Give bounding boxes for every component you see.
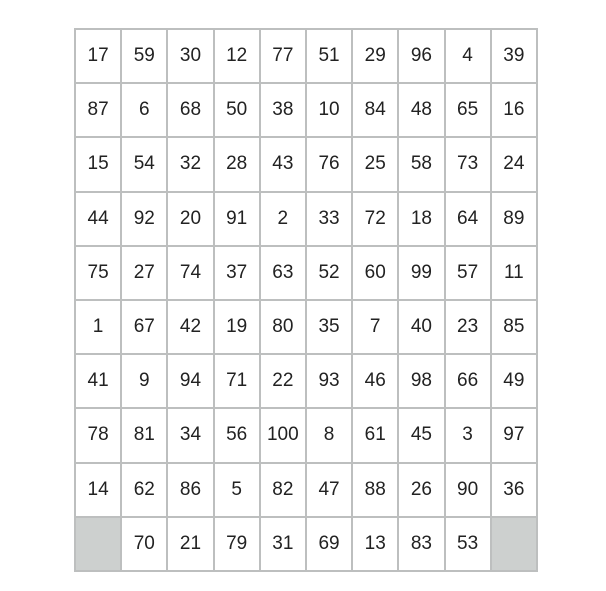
number-cell: 77: [261, 30, 305, 82]
grid-row: [76, 409, 536, 461]
number-cell: 50: [215, 84, 259, 136]
number-cell: 71: [215, 355, 259, 407]
number-cell: 10: [307, 84, 351, 136]
grid-row: [76, 247, 536, 299]
number-cell: 7: [353, 301, 397, 353]
number-cell: 66: [446, 355, 490, 407]
number-cell: 87: [76, 84, 120, 136]
grid-row: [76, 301, 536, 353]
number-cell: 45: [399, 409, 443, 461]
empty-cell: [76, 518, 120, 570]
number-cell: 51: [307, 30, 351, 82]
number-cell: 1: [76, 301, 120, 353]
number-cell: 37: [215, 247, 259, 299]
number-cell: 16: [492, 84, 536, 136]
number-cell: 46: [353, 355, 397, 407]
grid-row: [76, 138, 536, 190]
number-cell: 63: [261, 247, 305, 299]
number-cell: 48: [399, 84, 443, 136]
number-cell: 93: [307, 355, 351, 407]
number-cell: 4: [446, 30, 490, 82]
number-cell: 40: [399, 301, 443, 353]
number-cell: 19: [215, 301, 259, 353]
number-cell: 60: [353, 247, 397, 299]
grid-row: [76, 193, 536, 245]
number-cell: 17: [76, 30, 120, 82]
number-cell: 80: [261, 301, 305, 353]
number-cell: 36: [492, 464, 536, 516]
number-cell: 81: [122, 409, 166, 461]
number-cell: 91: [215, 193, 259, 245]
number-cell: 76: [307, 138, 351, 190]
number-cell: 61: [353, 409, 397, 461]
number-cell: 12: [215, 30, 259, 82]
grid-row: [76, 518, 536, 570]
number-cell: 20: [168, 193, 212, 245]
number-cell: 39: [492, 30, 536, 82]
number-cell: 34: [168, 409, 212, 461]
number-cell: 47: [307, 464, 351, 516]
number-cell: 22: [261, 355, 305, 407]
number-cell: 72: [353, 193, 397, 245]
number-grid-body: [76, 30, 536, 570]
number-cell: 44: [76, 193, 120, 245]
number-cell: 73: [446, 138, 490, 190]
number-cell: 54: [122, 138, 166, 190]
number-cell: 96: [399, 30, 443, 82]
number-cell: 52: [307, 247, 351, 299]
number-cell: 49: [492, 355, 536, 407]
number-cell: 33: [307, 193, 351, 245]
number-cell: 29: [353, 30, 397, 82]
number-cell: 14: [76, 464, 120, 516]
number-cell: 42: [168, 301, 212, 353]
number-cell: 26: [399, 464, 443, 516]
number-cell: 78: [76, 409, 120, 461]
number-cell: 69: [307, 518, 351, 570]
number-grid: [74, 28, 538, 572]
number-cell: 75: [76, 247, 120, 299]
empty-cell: [492, 518, 536, 570]
number-cell: 27: [122, 247, 166, 299]
number-cell: 2: [261, 193, 305, 245]
number-cell: 30: [168, 30, 212, 82]
number-cell: 15: [76, 138, 120, 190]
number-cell: 5: [215, 464, 259, 516]
number-cell: 9: [122, 355, 166, 407]
number-cell: 59: [122, 30, 166, 82]
number-cell: 92: [122, 193, 166, 245]
number-cell: 79: [215, 518, 259, 570]
number-cell: 74: [168, 247, 212, 299]
number-cell: 35: [307, 301, 351, 353]
number-cell: 57: [446, 247, 490, 299]
number-cell: 11: [492, 247, 536, 299]
number-cell: 31: [261, 518, 305, 570]
number-cell: 43: [261, 138, 305, 190]
number-cell: 70: [122, 518, 166, 570]
number-cell: 67: [122, 301, 166, 353]
grid-row: [76, 464, 536, 516]
number-cell: 41: [76, 355, 120, 407]
number-cell: 86: [168, 464, 212, 516]
number-cell: 3: [446, 409, 490, 461]
number-cell: 8: [307, 409, 351, 461]
number-cell: 89: [492, 193, 536, 245]
number-cell: 21: [168, 518, 212, 570]
number-cell: 84: [353, 84, 397, 136]
grid-row: [76, 355, 536, 407]
number-cell: 65: [446, 84, 490, 136]
number-cell: 32: [168, 138, 212, 190]
number-grid-frame: [74, 28, 538, 572]
number-cell: 68: [168, 84, 212, 136]
number-cell: 94: [168, 355, 212, 407]
number-cell: 6: [122, 84, 166, 136]
number-cell: 25: [353, 138, 397, 190]
number-cell: 53: [446, 518, 490, 570]
number-cell: 97: [492, 409, 536, 461]
grid-row: [76, 30, 536, 82]
number-cell: 28: [215, 138, 259, 190]
number-cell: 98: [399, 355, 443, 407]
number-cell: 83: [399, 518, 443, 570]
number-cell: 13: [353, 518, 397, 570]
number-cell: 62: [122, 464, 166, 516]
number-cell: 38: [261, 84, 305, 136]
number-cell: 58: [399, 138, 443, 190]
number-cell: 23: [446, 301, 490, 353]
number-cell: 64: [446, 193, 490, 245]
number-cell: 24: [492, 138, 536, 190]
grid-row: [76, 84, 536, 136]
number-cell: 18: [399, 193, 443, 245]
number-cell: 82: [261, 464, 305, 516]
number-cell: 90: [446, 464, 490, 516]
number-cell: 56: [215, 409, 259, 461]
number-cell: 88: [353, 464, 397, 516]
number-cell: 99: [399, 247, 443, 299]
number-cell: 100: [261, 409, 305, 461]
number-cell: 85: [492, 301, 536, 353]
